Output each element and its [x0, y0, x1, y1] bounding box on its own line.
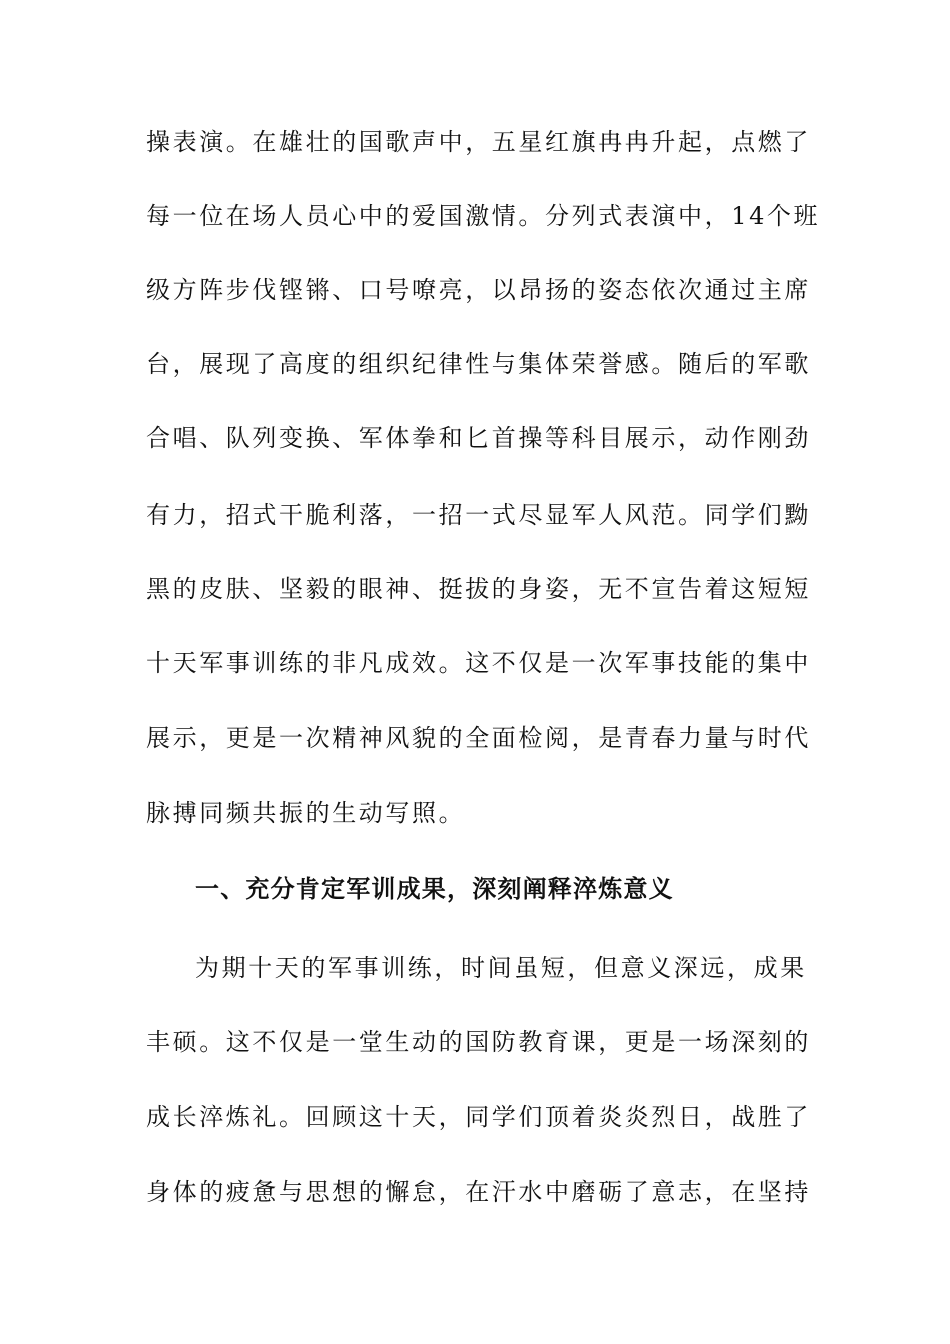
text-line: 丰硕。这不仅是一堂生动的国防教育课，更是一场深刻的	[146, 1028, 811, 1056]
text-line: 为期十天的军事训练，时间虽短，但意义深远，成果	[195, 954, 807, 982]
section-heading: 一、充分肯定军训成果，深刻阐释淬炼意义	[195, 875, 674, 903]
text-line: 合唱、队列变换、军体拳和匕首操等科目展示，动作刚劲	[146, 424, 811, 452]
text-line: 展示，更是一次精神风貌的全面检阅，是青春力量与时代	[146, 724, 811, 752]
text-line: 脉搏同频共振的生动写照。	[146, 799, 466, 827]
text-line: 台，展现了高度的组织纪律性与集体荣誉感。随后的军歌	[146, 350, 811, 378]
text-line: 黑的皮肤、坚毅的眼神、挺拔的身姿，无不宣告着这短短	[146, 575, 811, 603]
text-line: 级方阵步伐铿锵、口号嘹亮，以昂扬的姿态依次通过主席	[146, 276, 811, 304]
text-line: 身体的疲惫与思想的懈怠，在汗水中磨砺了意志，在坚持	[146, 1178, 811, 1206]
text-line: 操表演。在雄壮的国歌声中，五星红旗冉冉升起，点燃了	[146, 128, 811, 156]
text-line: 每一位在场人员心中的爱国激情。分列式表演中，14个班	[146, 202, 821, 230]
text-line: 十天军事训练的非凡成效。这不仅是一次军事技能的集中	[146, 649, 811, 677]
text-line: 成长淬炼礼。回顾这十天，同学们顶着炎炎烈日，战胜了	[146, 1103, 811, 1131]
text-line: 有力，招式干脆利落，一招一式尽显军人风范。同学们黝	[146, 501, 811, 529]
